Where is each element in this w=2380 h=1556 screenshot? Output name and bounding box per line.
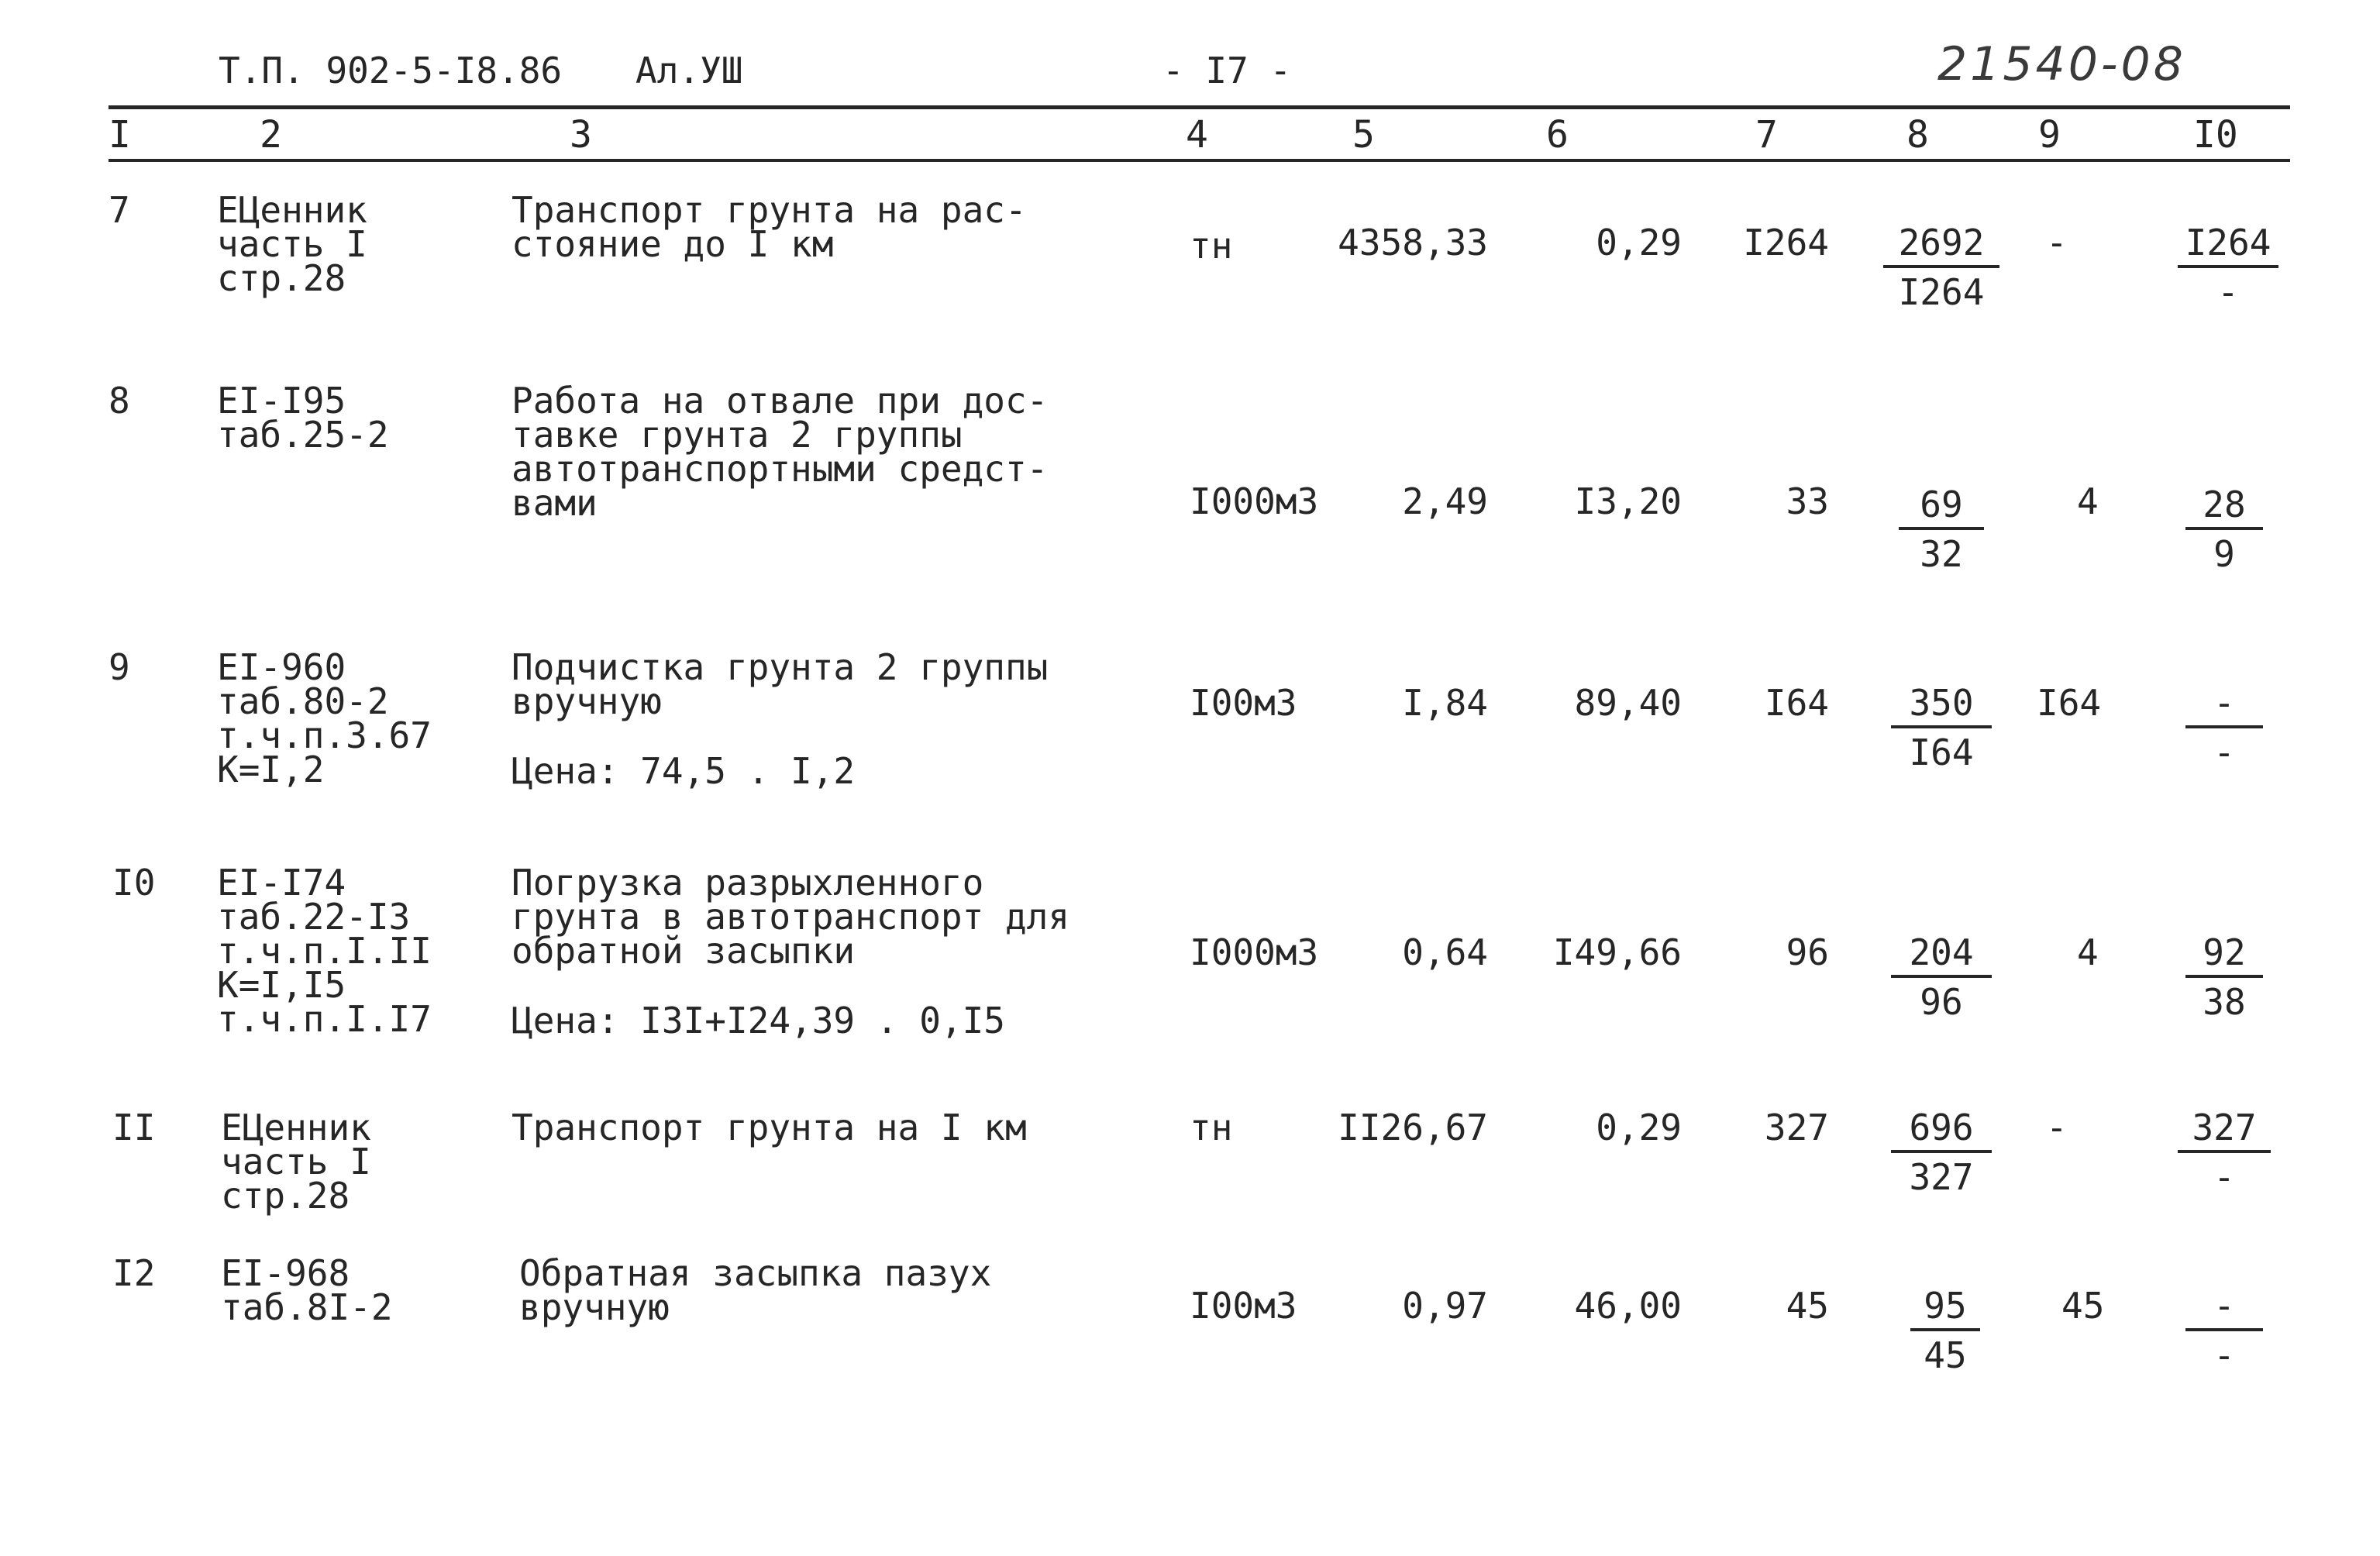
rate-code-line: EЦенник: [221, 1107, 371, 1148]
column-number-9: 9: [2038, 113, 2061, 157]
column-8-fraction: [1899, 484, 1984, 575]
fraction-denominator: 96: [1920, 981, 1963, 1023]
fraction-denominator: 38: [2203, 981, 2246, 1023]
document-reference: Т.П. 902-5-I8.86: [219, 50, 563, 91]
total-cost: 327: [1764, 1107, 1829, 1148]
total-cost: I64: [1764, 682, 1829, 724]
row-number: I2: [112, 1252, 156, 1294]
work-description-line: обратной засыпки: [511, 930, 856, 972]
rate-code-line: стр.28: [221, 1175, 350, 1217]
fraction-numerator: 69: [1920, 484, 1963, 525]
column-10-fraction: [2185, 484, 2263, 575]
quantity: II26,67: [1338, 1107, 1488, 1148]
fraction-denominator: -: [2213, 732, 2235, 773]
fraction-denominator: I264: [1898, 271, 1985, 313]
rate-code-line: т.ч.п.I.I7: [217, 998, 432, 1040]
column-10-fraction: [2185, 931, 2263, 1023]
rate-code-line: часть I: [221, 1141, 371, 1182]
column-number-3: 3: [570, 113, 592, 157]
total-cost: 33: [1786, 480, 1829, 522]
quantity: 0,64: [1402, 931, 1488, 973]
rate-code-line: K=I,2: [217, 749, 325, 790]
quantity: I,84: [1402, 682, 1488, 724]
total-cost: 45: [1786, 1285, 1829, 1327]
fraction-numerator: -: [2213, 682, 2235, 724]
column-8-fraction: [1891, 1107, 1992, 1198]
work-description-line: грунта в автотранспорт для: [511, 896, 1070, 938]
column-9-value: I64: [2037, 682, 2102, 724]
fraction-denominator: 327: [1909, 1156, 1974, 1198]
row-number: 7: [108, 189, 130, 231]
column-number-4: 4: [1186, 113, 1208, 157]
column-number-2: 2: [260, 113, 282, 157]
column-9-value: -: [2046, 222, 2068, 263]
unit-price: 89,40: [1574, 682, 1682, 724]
fraction-numerator: 92: [2203, 931, 2246, 973]
header-rule-bottom: [108, 159, 2290, 162]
column-8-fraction: [1910, 1285, 1980, 1376]
rate-code-line: т.ч.п.3.67: [217, 714, 432, 756]
column-9-value: 4: [2077, 931, 2099, 973]
fraction-numerator: I264: [2185, 222, 2272, 263]
rate-code-line: стр.28: [217, 257, 346, 299]
total-cost: I264: [1743, 222, 1829, 263]
column-10-fraction: [2178, 1107, 2271, 1198]
column-number-5: 5: [1352, 113, 1375, 157]
work-description-line: автотранспортными средст-: [511, 448, 1049, 490]
work-description-line: стояние до I км: [511, 223, 834, 265]
column-number-1: I: [108, 113, 131, 157]
column-10-fraction: [2185, 1285, 2263, 1376]
rate-code-line: таб.80-2: [217, 680, 389, 722]
work-description-line: Работа на отвале при дос-: [511, 380, 1049, 422]
fraction-numerator: 2692: [1898, 222, 1985, 263]
column-8-fraction: [1891, 682, 1992, 773]
rate-code-line: EI-I95: [217, 380, 346, 422]
column-8-fraction: [1891, 931, 1992, 1023]
column-number-8: 8: [1906, 113, 1929, 157]
fraction-denominator: -: [2217, 271, 2239, 313]
fraction-denominator: 32: [1920, 533, 1963, 575]
column-number-7: 7: [1755, 113, 1778, 157]
column-10-fraction: [2178, 222, 2278, 313]
quantity: 0,97: [1402, 1285, 1488, 1327]
work-description-line: вручную: [511, 680, 662, 722]
row-number: I0: [112, 862, 156, 904]
fraction-denominator: -: [2213, 1334, 2235, 1376]
rate-code-line: EЦенник: [217, 189, 367, 231]
unit-of-measure: I00м3: [1190, 1285, 1297, 1327]
column-number-10: I0: [2193, 113, 2238, 157]
rate-code-line: EI-I74: [217, 862, 346, 904]
fraction-denominator: 45: [1924, 1334, 1967, 1376]
work-description-line: Подчистка грунта 2 группы: [511, 646, 1049, 688]
row-number: 9: [108, 646, 130, 688]
work-description-line: Обратная засыпка пазух: [519, 1252, 992, 1294]
quantity: 4358,33: [1338, 222, 1488, 263]
total-cost: 96: [1786, 931, 1829, 973]
row-number: 8: [108, 380, 130, 422]
rate-code-line: таб.22-I3: [217, 896, 411, 938]
quantity: 2,49: [1402, 480, 1488, 522]
work-description-line: тавке грунта 2 группы: [511, 414, 963, 456]
column-number-6: 6: [1546, 113, 1569, 157]
album-label: Ал.УШ: [635, 50, 743, 91]
work-description-line: вами: [511, 482, 598, 524]
work-description-line: вручную: [519, 1286, 670, 1328]
fraction-denominator: 9: [2213, 533, 2235, 575]
rate-code-line: таб.25-2: [217, 414, 389, 456]
work-description-line: Транспорт грунта на I км: [511, 1107, 1027, 1148]
unit-of-measure: тн: [1190, 225, 1233, 267]
fraction-denominator: I64: [1909, 732, 1974, 773]
rate-code-line: EI-968: [221, 1252, 350, 1294]
fraction-denominator: -: [2213, 1156, 2235, 1198]
rate-code-line: EI-960: [217, 646, 346, 688]
fraction-numerator: 28: [2203, 484, 2246, 525]
fraction-numerator: 696: [1909, 1107, 1974, 1148]
unit-price: 0,29: [1596, 222, 1682, 263]
handwritten-code: 21540-08: [1937, 37, 2186, 91]
fraction-numerator: 350: [1909, 682, 1974, 724]
work-description-line: Транспорт грунта на рас-: [511, 189, 1027, 231]
unit-price: I49,66: [1552, 931, 1682, 973]
unit-price: I3,20: [1574, 480, 1682, 522]
column-9-value: -: [2046, 1107, 2068, 1148]
unit-of-measure: I000м3: [1190, 480, 1319, 522]
unit-of-measure: тн: [1190, 1107, 1233, 1148]
work-description-line: Погрузка разрыхленного: [511, 862, 984, 904]
price-note: Цена: I3I+I24,39 . 0,I5: [511, 1000, 1005, 1041]
rate-code-line: часть I: [217, 223, 367, 265]
fraction-numerator: 327: [2192, 1107, 2257, 1148]
column-9-value: 4: [2077, 480, 2099, 522]
rate-code-line: K=I,I5: [217, 964, 346, 1006]
column-9-value: 45: [2061, 1285, 2105, 1327]
rate-code-line: т.ч.п.I.II: [217, 930, 432, 972]
fraction-numerator: -: [2213, 1285, 2235, 1327]
fraction-numerator: 204: [1909, 931, 1974, 973]
column-8-fraction: [1883, 222, 1999, 313]
price-note: Цена: 74,5 . I,2: [511, 750, 856, 792]
fraction-numerator: 95: [1924, 1285, 1967, 1327]
rate-code-line: таб.8I-2: [221, 1286, 393, 1328]
row-number: II: [112, 1107, 156, 1148]
unit-of-measure: I000м3: [1190, 931, 1319, 973]
page-number: - I7 -: [1162, 50, 1292, 91]
unit-price: 46,00: [1574, 1285, 1682, 1327]
column-10-fraction: [2185, 682, 2263, 773]
unit-of-measure: I00м3: [1190, 682, 1297, 724]
header-rule-top: [108, 105, 2290, 109]
unit-price: 0,29: [1596, 1107, 1682, 1148]
